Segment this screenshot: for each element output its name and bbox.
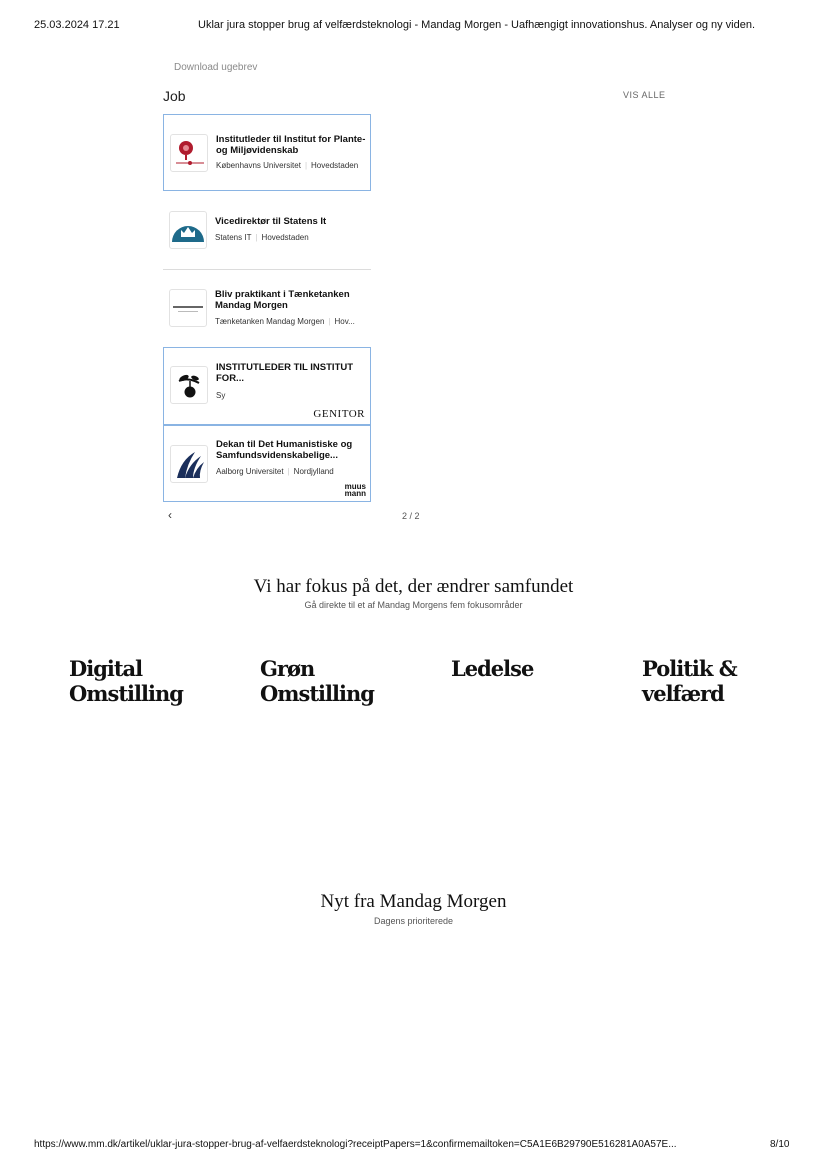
job-meta [216,391,225,400]
focus-section-title: Vi har fokus på det, der ændrer samfundet [253,576,574,597]
job-card[interactable] [163,347,371,425]
job-meta [216,467,334,476]
muusmann-logo-line1: muus [344,482,366,491]
focus-link-line: Grøn [260,656,315,681]
job-title[interactable]: Institutleder til Institut for Plante- og Miljøvidenskab [216,134,366,156]
separator: | [287,467,290,476]
job-title[interactable]: Vicedirektør til Statens It [215,216,327,227]
job-employer: Statens IT [215,233,252,242]
job-employer: Aalborg Universitet [216,467,284,476]
download-newsletter-button[interactable]: Download ugebrev [174,62,258,73]
apple-branch-icon [170,366,208,404]
news-section-title: Nyt fra Mandag Morgen [320,891,507,912]
job-card[interactable] [163,192,371,270]
job-title[interactable]: Dekan til Det Humanistiske og Samfundsvidenskabelige... [216,439,353,461]
job-employer: Sy [216,391,226,400]
genitor-logo: GENITOR [313,408,365,420]
focus-link-digital-omstilling[interactable] [69,656,239,706]
separator: | [255,233,258,242]
chevron-left-icon[interactable]: ‹ [168,508,172,522]
focus-link-politik-velfaerd[interactable] [642,656,812,706]
focus-link-line: Omstilling [69,681,183,706]
job-region: Nordjylland [293,467,334,476]
print-page-title: Uklar jura stopper brug af velfærdsteknologi - Mandag Morgen - Uafhængigt innovationshus. Analyser og ny viden. [198,19,756,31]
job-meta [216,161,358,170]
focus-link-line: Politik & [642,656,737,681]
job-title[interactable]: INSTITUTLEDER TIL INSTITUT FOR... [216,362,354,384]
job-region: Hov... [334,317,355,326]
focus-section-subtitle: Gå direkte til et af Mandag Morgens fem fokusområder [304,600,523,610]
separator: | [304,161,308,170]
focus-link-line: Ledelse [451,656,534,681]
focus-link-line: Digital [69,656,143,681]
crown-icon [169,211,207,249]
job-region: Hovedstaden [261,233,309,242]
job-section-heading: Job [163,88,186,104]
separator: | [328,317,331,326]
print-url: https://www.mm.dk/artikel/uklar-jura-stopper-brug-af-velfaerdsteknologi?receiptPapers=1&confirmemailtoken=C5A1E6B29790E516281A0A57E... [34,1139,677,1150]
job-title[interactable]: Bliv praktikant i Tænketanken Mandag Morgen [215,289,350,311]
focus-link-line: velfærd [642,681,724,706]
job-card[interactable] [163,270,371,347]
job-region: Hovedstaden [311,161,359,170]
news-section-subtitle: Dagens prioriterede [373,916,454,926]
aau-waves-icon [170,445,208,483]
print-date: 25.03.2024 17.21 [34,19,120,31]
job-employer: Tænketanken Mandag Morgen [215,317,325,326]
pager-indicator: 2 / 2 [402,511,420,521]
job-meta [215,233,309,242]
job-employer: Københavns Universitet [216,161,301,170]
focus-link-line: Omstilling [260,681,374,706]
muusmann-logo [345,483,366,497]
job-card[interactable] [163,425,371,502]
job-card[interactable] [163,114,371,191]
ku-seal-icon [170,134,208,172]
focus-link-ledelse[interactable] [451,656,621,681]
mandag-morgen-logo [169,289,207,327]
view-all-jobs-link[interactable]: VIS ALLE [623,90,666,100]
print-page-number: 8/10 [770,1139,790,1150]
muusmann-logo-line2: mann [344,489,366,498]
focus-link-groen-omstilling[interactable] [260,656,430,706]
job-meta [215,317,355,326]
